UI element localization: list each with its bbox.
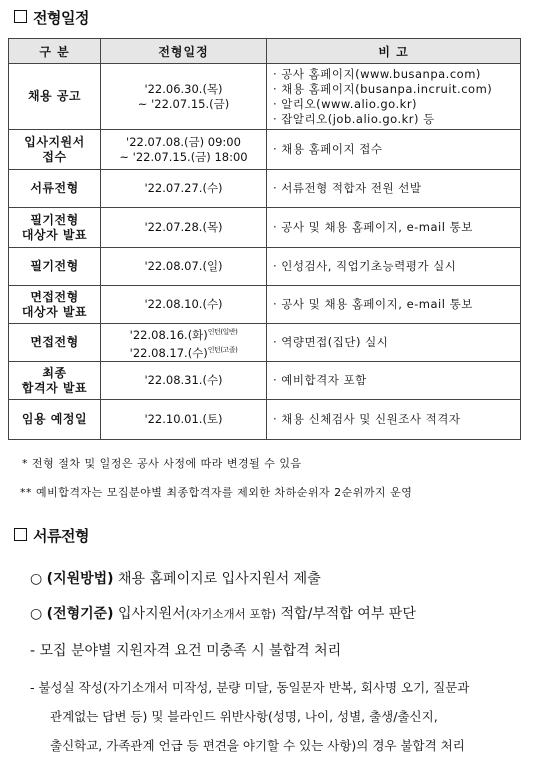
row-date: '22.06.30.(목) ~ '22.07.15.(금) (101, 64, 267, 130)
checkbox-square-icon (14, 528, 27, 541)
row-notes: · 공사 홈페이지(www.busanpa.com) · 채용 홈페이지(busanpa.incruit.com) · 알리오(www.alio.go.kr) · 잡알리오(job.alio.go.kr) 등 (267, 64, 521, 130)
row-label: 필기전형 (9, 248, 101, 286)
row-label: 최종 합격자 발표 (9, 362, 101, 400)
table-row (9, 208, 521, 248)
date-superscript: 인턴(일반) (207, 327, 238, 336)
row-label: 서류전형 (9, 170, 101, 208)
row-date: '22.08.31.(수) (101, 362, 267, 400)
row-notes: · 공사 및 채용 홈페이지, e-mail 통보 (267, 208, 521, 248)
table-row (9, 248, 521, 286)
row-notes: · 예비합격자 포함 (267, 362, 521, 400)
table-row (9, 286, 521, 324)
bullet-insincere-line1: - 불성실 작성(자기소개서 미작성, 분량 미달, 동일문자 반복, 회사명 오기, 질문과 (30, 680, 470, 695)
row-date: '22.10.01.(토) (101, 400, 267, 440)
header-remarks: 비 고 (267, 39, 521, 64)
row-date: '22.07.28.(목) (101, 208, 267, 248)
table-row (9, 130, 521, 170)
table-row (9, 170, 521, 208)
table-row (9, 64, 521, 130)
footnote-schedule-change: * 전형 절차 및 일정은 공사 사정에 따라 변경될 수 있음 (22, 457, 302, 470)
bullet-insincere-line3: 출신학교, 가족관계 언급 등 편견을 야기할 수 있는 사항)의 경우 불합격 처리 (50, 738, 465, 753)
row-label: 필기전형 대상자 발표 (9, 208, 101, 248)
footnote-reserve-candidates: ** 예비합격자는 모집분야별 최종합격자를 제외한 차하순위자 2순위까지 운영 (20, 486, 413, 499)
row-date: '22.08.16.(화)$^{인턴(일반)}$ '22.08.17.(수)$^{인턴(고졸)}$ (101, 324, 267, 362)
row-label: 입사지원서 접수 (9, 130, 101, 170)
date-superscript: 인턴(고졸) (207, 345, 238, 354)
section-title-schedule: 전형일정 (14, 7, 89, 28)
row-label: 채용 공고 (9, 64, 101, 130)
row-notes: · 채용 홈페이지 접수 (267, 130, 521, 170)
section-title-document-screening: 서류전형 (14, 525, 89, 546)
header-category: 구 분 (9, 39, 101, 64)
row-date: '22.07.27.(수) (101, 170, 267, 208)
bullet-eligibility: - 모집 분야별 지원자격 요건 미충족 시 불합격 처리 (30, 643, 342, 659)
row-notes: · 역량면접(집단) 실시 (267, 324, 521, 362)
row-label: 면접전형 대상자 발표 (9, 286, 101, 324)
bullet-insincere-line2: 관계없는 답변 등) 및 블라인드 위반사항(성명, 나이, 성별, 출생/출신지, (50, 709, 438, 724)
checkbox-square-icon (14, 10, 27, 23)
row-date: '22.07.08.(금) 09:00 ~ '22.07.15.(금) 18:00 (101, 130, 267, 170)
table-row (9, 400, 521, 440)
row-label: 면접전형 (9, 324, 101, 362)
header-schedule: 전형일정 (101, 39, 267, 64)
row-notes: · 인성검사, 직업기초능력평가 실시 (267, 248, 521, 286)
application-method: ○ (지원방법) 채용 홈페이지로 입사지원서 제출 (30, 571, 321, 587)
table-row (9, 324, 521, 362)
row-label: 임용 예정일 (9, 400, 101, 440)
screening-criteria: ○ (전형기준) 입사지원서(자기소개서 포함) 적합/부적합 여부 판단 (30, 606, 416, 622)
table-header-row (9, 39, 521, 64)
row-date: '22.08.07.(일) (101, 248, 267, 286)
row-date: '22.08.10.(수) (101, 286, 267, 324)
row-notes: · 서류전형 적합자 전원 선발 (267, 170, 521, 208)
row-notes: · 채용 신체검사 및 신원조사 적격자 (267, 400, 521, 440)
row-notes: · 공사 및 채용 홈페이지, e-mail 통보 (267, 286, 521, 324)
table-row (9, 362, 521, 400)
schedule-table (8, 38, 521, 440)
